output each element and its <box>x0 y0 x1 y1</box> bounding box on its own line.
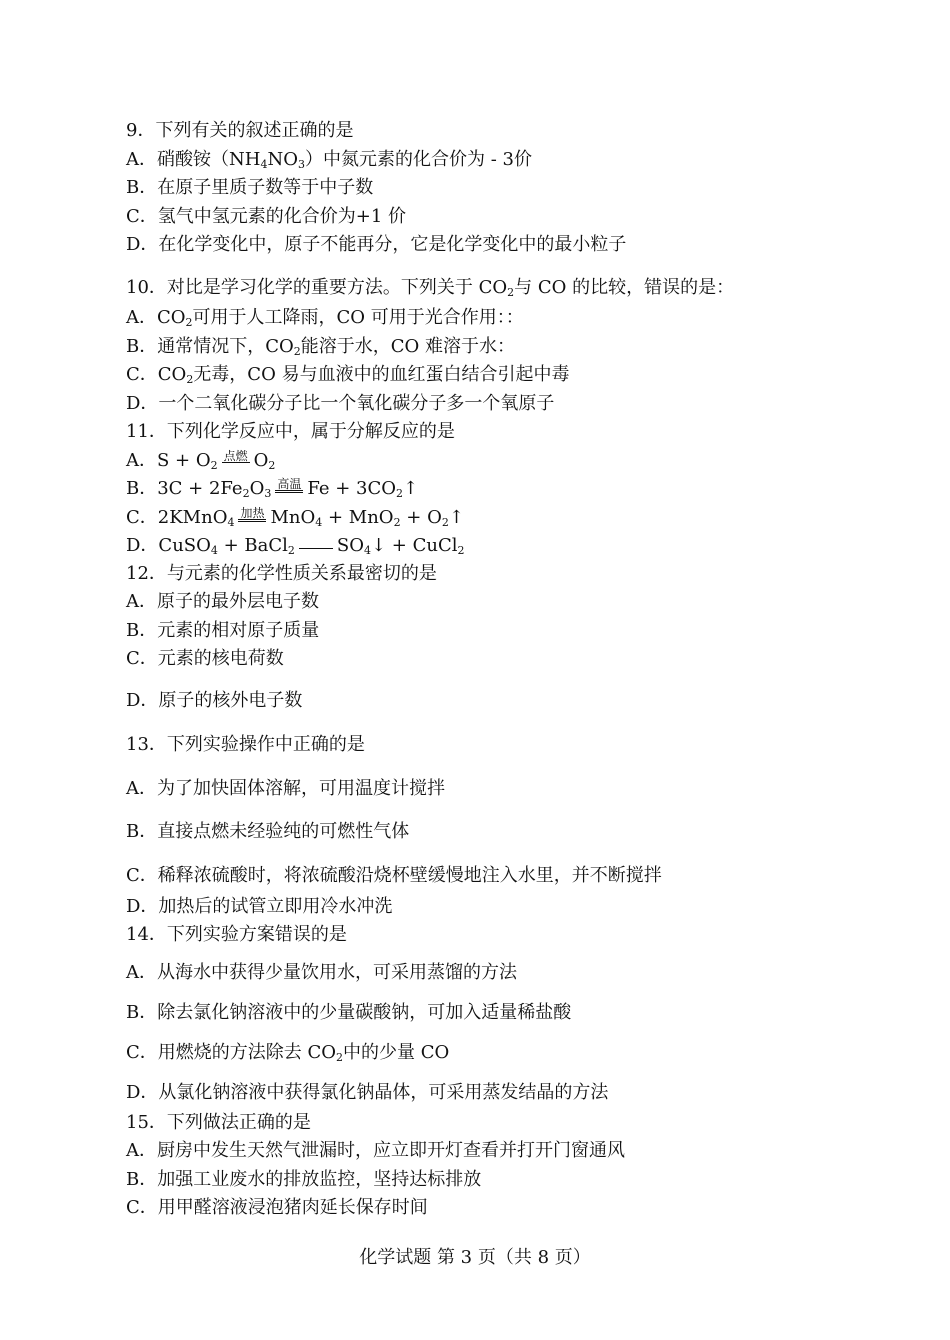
question-11-option-a: A．$S + O_2$点燃 $O_2$ <box>126 449 276 472</box>
question-11-stem: 11．下列化学反应中，属于分解反应的是 <box>126 421 455 442</box>
question-14-option-a: A．从海水中获得少量饮用水，可采用蒸馏的方法 <box>126 962 517 983</box>
equation-blank <box>299 548 333 549</box>
question-14-option-c: C．用燃烧的方法除去 $CO_2$中的少量 CO <box>126 1042 450 1064</box>
reaction-condition: 点燃 <box>223 449 248 463</box>
question-14-stem: 14．下列实验方案错误的是 <box>126 924 347 945</box>
question-9-option-b: B．在原子里质子数等于中子数 <box>126 177 374 198</box>
question-13-stem: 13．下列实验操作中正确的是 <box>126 734 365 755</box>
question-15-stem: 15．下列做法正确的是 <box>126 1112 311 1133</box>
question-13-option-a: A．为了加快固体溶解，可用温度计搅拌 <box>126 778 445 799</box>
question-14-option-d: D．从氯化钠溶液中获得氯化钠晶体，可采用蒸发结晶的方法 <box>126 1082 609 1103</box>
reaction-condition: 加热 <box>240 506 265 520</box>
question-12-option-a: A．原子的最外层电子数 <box>126 591 319 612</box>
question-12-stem: 12．与元素的化学性质关系最密切的是 <box>126 563 437 584</box>
question-10-option-d: D．一个二氧化碳分子比一个氧化碳分子多一个氧原子 <box>126 393 555 414</box>
question-15-option-c: C．用甲醛溶液浸泡猪肉延长保存时间 <box>126 1197 428 1218</box>
question-12-option-b: B．元素的相对原子质量 <box>126 620 320 641</box>
question-13-option-d: D．加热后的试管立即用冷水冲洗 <box>126 896 393 917</box>
question-13-option-b: B．直接点燃未经验纯的可燃性气体 <box>126 821 410 842</box>
question-15-option-a: A．厨房中发生天然气泄漏时，应立即开灯查看并打开门窗通风 <box>126 1140 625 1161</box>
question-10-option-c: C．$CO_2$无毒，CO 易与血液中的血红蛋白结合引起中毒 <box>126 364 570 386</box>
question-12-option-d: D．原子的核外电子数 <box>126 690 303 711</box>
page-footer: 化学试题 第 3 页（共 8 页） <box>359 1247 591 1268</box>
question-10-option-b: B．通常情况下，$CO_2$能溶于水，CO 难溶于水： <box>126 336 516 358</box>
question-10-option-a: A．$CO_2$可用于人工降雨，CO 可用于光合作用：： <box>126 307 524 329</box>
question-9-stem: 9．下列有关的叙述正确的是 <box>126 120 354 141</box>
question-14-option-b: B．除去氯化钠溶液中的少量碳酸钠，可加入适量稀盐酸 <box>126 1002 572 1023</box>
question-9-option-a: A．硝酸铵$(NH_4NO_3)$中氮元素的化合价为 - 3价 <box>126 149 532 171</box>
question-9-option-c: C．氢气中氢元素的化合价为+1 价 <box>126 206 407 227</box>
question-9-option-d: D．在化学变化中，原子不能再分，它是化学变化中的最小粒子 <box>126 234 627 255</box>
question-12-option-c: C．元素的核电荷数 <box>126 648 284 669</box>
reaction-condition: 高温 <box>277 477 302 491</box>
question-11-option-c: C．2KMnO$_4$加热 $MnO_4 + MnO_2 + O_2↑$ <box>126 506 464 529</box>
question-10-stem: 10．对比是学习化学的重要方法。下列关于 $CO_2$与 CO 的比较，错误的是： <box>126 277 735 299</box>
question-11-option-d: D．CuSO$_4$ + BaCl$_2$ $SO_4↓$ + CuCl$_2$ <box>126 535 465 557</box>
question-11-option-b: B．$3C + 2Fe_2O_3$高温 $Fe + 3CO_2↑$ <box>126 477 419 500</box>
question-13-option-c: C．稀释浓硫酸时，将浓硫酸沿烧杯壁缓慢地注入水里，并不断搅拌 <box>126 865 662 886</box>
question-15-option-b: B．加强工业废水的排放监控，坚持达标排放 <box>126 1169 482 1190</box>
